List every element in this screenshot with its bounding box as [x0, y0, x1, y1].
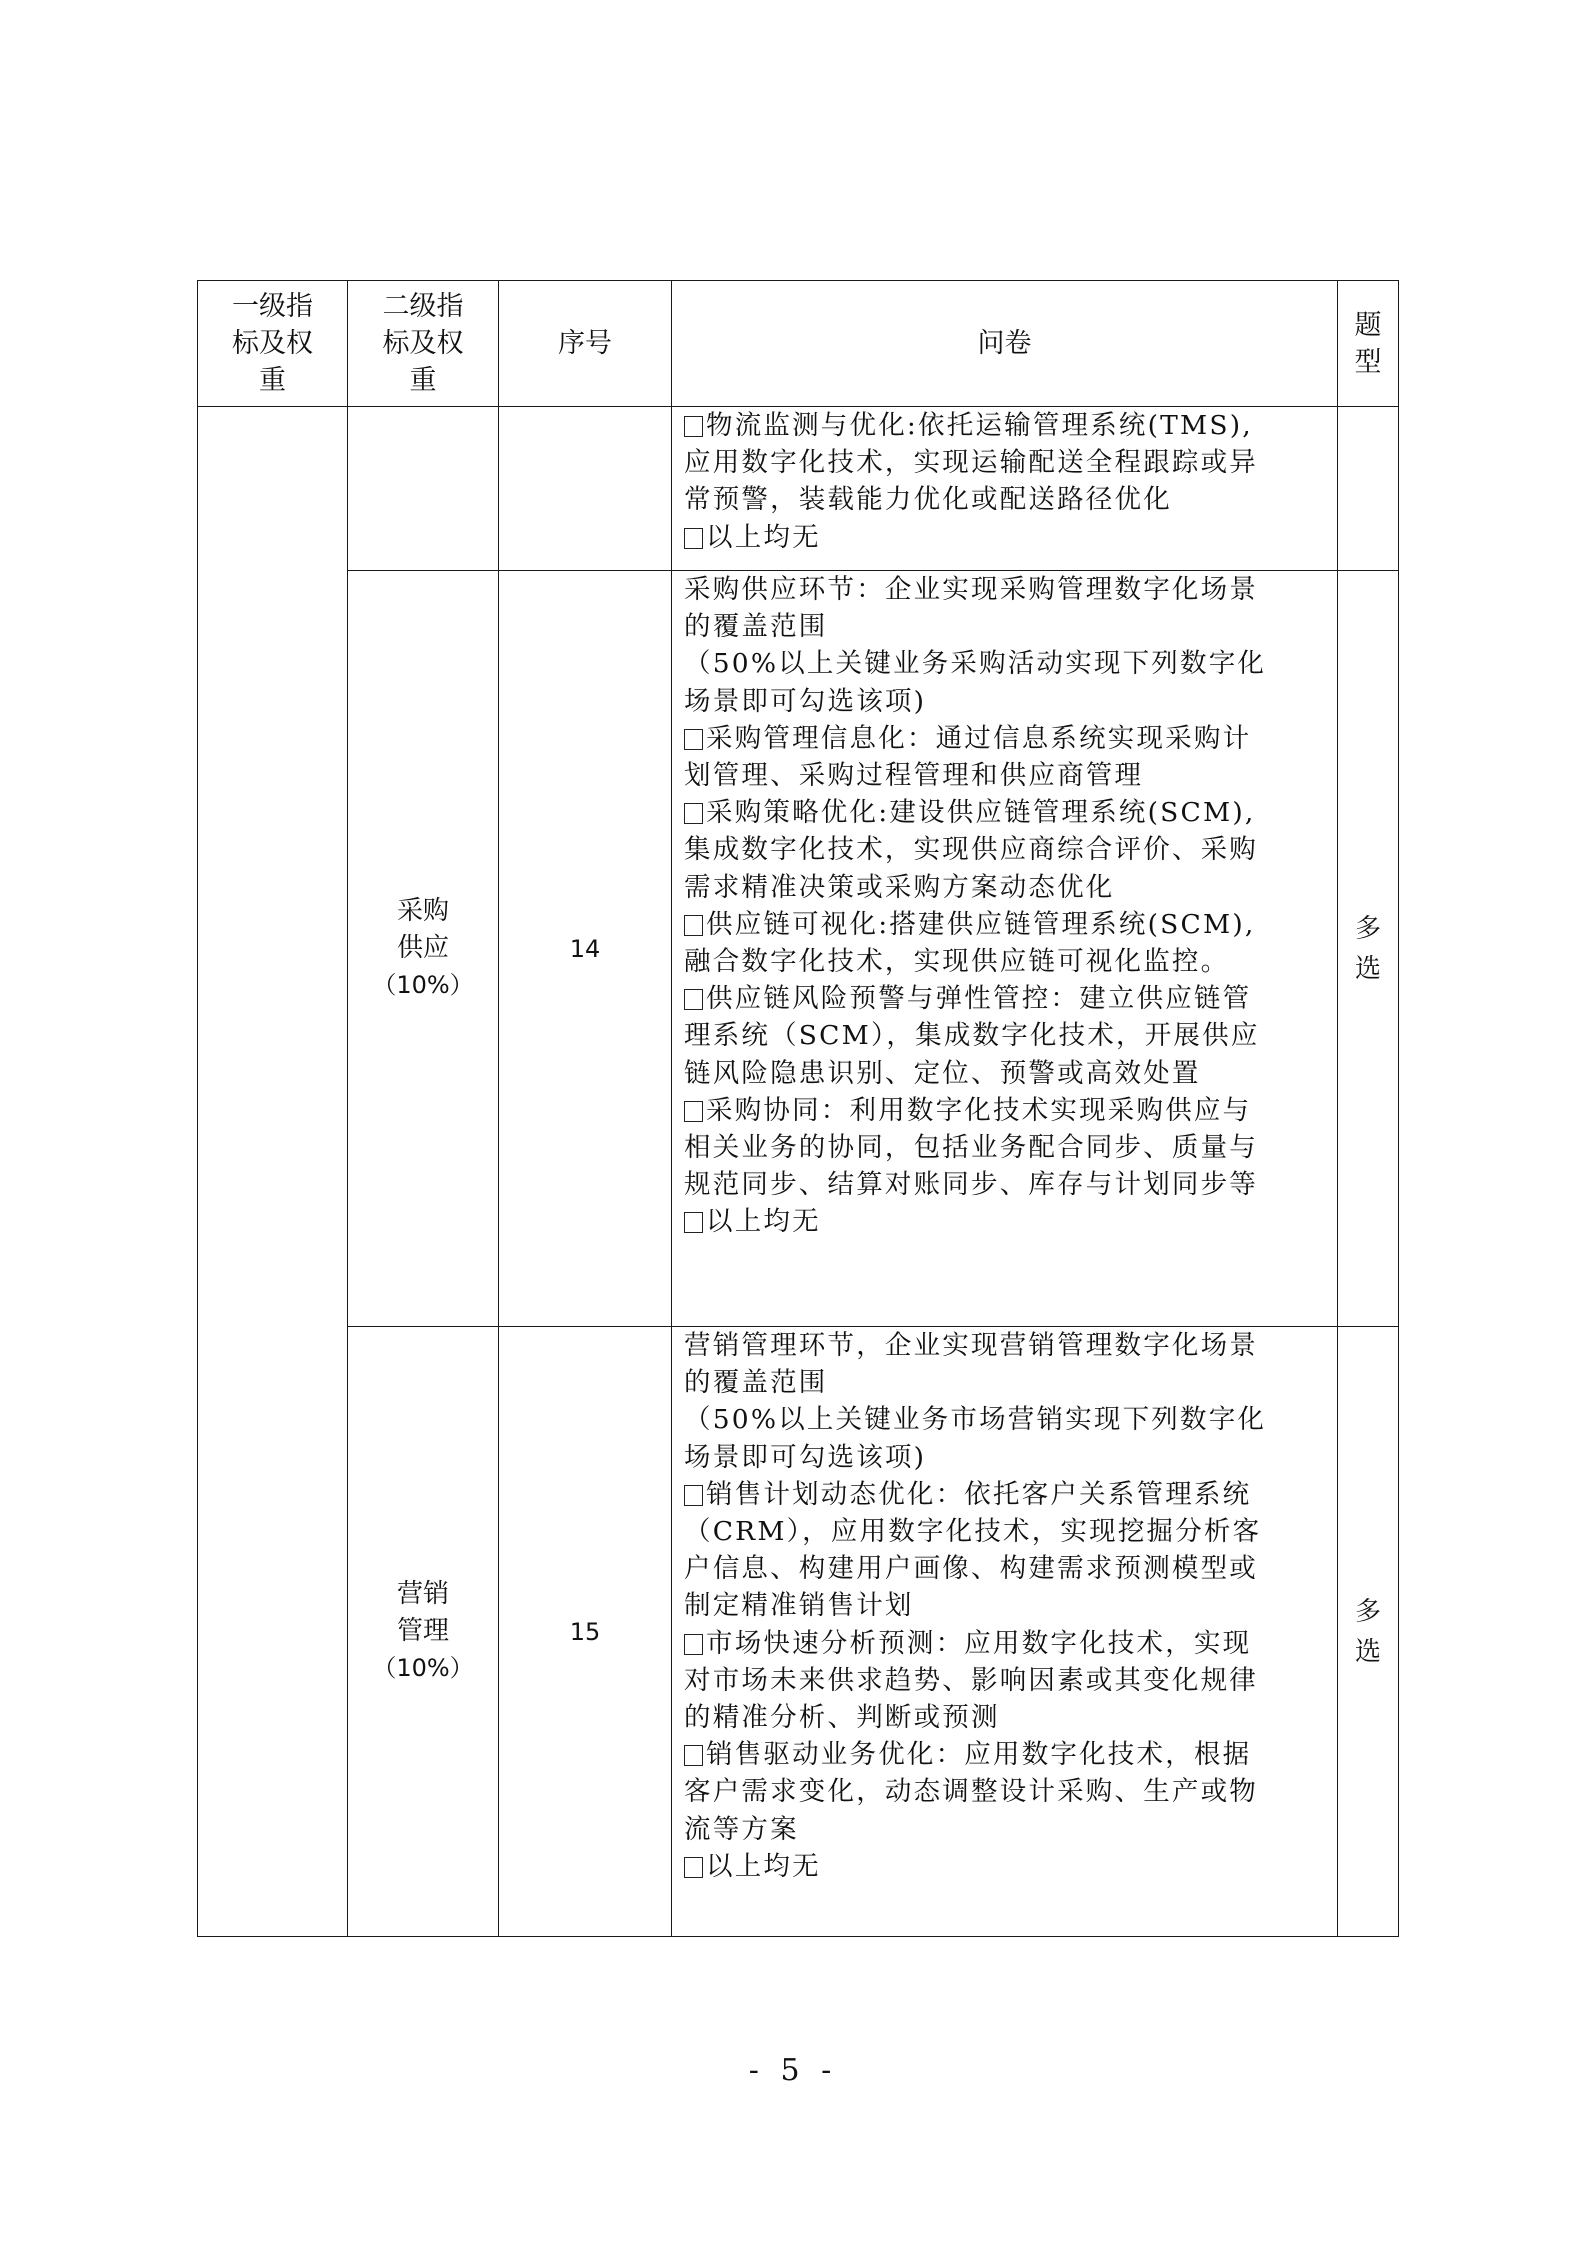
checkbox-icon[interactable]	[684, 1634, 703, 1655]
question-text-line	[684, 1439, 1325, 1476]
header-text: 重	[409, 365, 437, 396]
question-text: （50%以上关键业务采购活动实现下列数字化	[684, 648, 1267, 680]
question-text-line	[684, 444, 1325, 481]
table-row	[198, 571, 1399, 1327]
option-label: 采购策略优化:建设供应链管理系统(SCM),	[706, 797, 1256, 829]
level2-label: 营销	[396, 1579, 449, 1609]
level2-cell	[348, 407, 499, 571]
question-text-line	[684, 1662, 1325, 1699]
questionnaire-cell	[672, 571, 1338, 1327]
question-text-line	[684, 1773, 1325, 1810]
level2-weight: （10%）	[372, 971, 474, 999]
option-item[interactable]	[684, 1625, 1325, 1662]
option-item[interactable]	[684, 1092, 1325, 1129]
option-item[interactable]	[684, 1203, 1325, 1240]
header-seq: 序号	[499, 281, 672, 407]
checkbox-icon[interactable]	[684, 729, 703, 750]
option-label: 采购协同：利用数字化技术实现采购供应与	[706, 1094, 1252, 1126]
header-questionnaire: 问卷	[672, 281, 1338, 407]
option-label: 物流监测与优化:依托运输管理系统(TMS),	[706, 410, 1253, 441]
question-text: 划管理、采购过程管理和供应商管理	[684, 760, 1144, 792]
question-text: 客户需求变化，动态调整设计采购、生产或物	[684, 1776, 1258, 1808]
checkbox-icon[interactable]	[684, 416, 703, 437]
option-item[interactable]	[684, 720, 1325, 757]
header-text: 重	[259, 365, 286, 396]
checkbox-icon[interactable]	[684, 1101, 703, 1122]
question-text: 场景即可勾选该项)	[684, 1441, 927, 1473]
option-label: 以上均无	[706, 1206, 821, 1238]
option-label: 销售驱动业务优化：应用数字化技术，根据	[706, 1739, 1252, 1771]
option-item[interactable]	[684, 1476, 1325, 1513]
header-text: 题	[1354, 309, 1382, 341]
type-label: 多	[1354, 913, 1381, 944]
option-label: 供应链可视化:搭建供应链管理系统(SCM),	[706, 908, 1256, 940]
page-number: - 5 -	[748, 2053, 838, 2088]
option-item[interactable]	[684, 794, 1325, 831]
question-text: 规范同步、结算对账同步、库存与计划同步等	[684, 1169, 1258, 1201]
question-text: 链风险隐患识别、定位、预警或高效处置	[684, 1057, 1201, 1089]
header-text: 二级指	[382, 291, 464, 322]
question-text: 采购供应环节：企业实现采购管理数字化场景	[684, 574, 1258, 605]
option-item[interactable]	[684, 519, 1325, 556]
header-type	[1338, 281, 1399, 407]
type-cell	[1338, 407, 1399, 571]
question-text: 常预警，装载能力优化或配送路径优化	[684, 484, 1172, 516]
option-label: 市场快速分析预测：应用数字化技术，实现	[706, 1627, 1252, 1659]
question-text: 流等方案	[684, 1813, 799, 1845]
level2-cell	[348, 1327, 499, 1937]
option-label: 以上均无	[706, 521, 821, 553]
header-level1-indicator	[198, 281, 348, 407]
question-text-line	[684, 831, 1325, 868]
option-label: 以上均无	[706, 1850, 821, 1882]
indicator-table	[197, 280, 1399, 1937]
checkbox-icon[interactable]	[684, 1745, 703, 1766]
option-item[interactable]	[684, 407, 1325, 444]
question-text: 的覆盖范围	[684, 1367, 828, 1399]
checkbox-icon[interactable]	[684, 989, 703, 1010]
seq-cell: 14	[499, 571, 672, 1327]
type-label: 多	[1354, 1596, 1381, 1627]
type-cell	[1338, 571, 1399, 1327]
question-text-line	[684, 608, 1325, 645]
table-row	[198, 407, 1399, 571]
checkbox-icon[interactable]	[684, 1857, 703, 1878]
level2-label: 采购	[396, 896, 449, 926]
questionnaire-cell	[672, 407, 1338, 571]
option-label: 销售计划动态优化：依托客户关系管理系统	[706, 1478, 1252, 1510]
question-text-line	[684, 757, 1325, 794]
table-row	[198, 1327, 1399, 1937]
header-text: 标及权	[232, 328, 313, 359]
question-text: （50%以上关键业务市场营销实现下列数字化	[684, 1404, 1267, 1436]
checkbox-icon[interactable]	[684, 1212, 703, 1233]
question-text-line	[684, 1401, 1325, 1438]
option-item[interactable]	[684, 980, 1325, 1017]
question-text-line	[684, 571, 1325, 608]
option-item[interactable]	[684, 1848, 1325, 1885]
question-text-line	[684, 683, 1325, 720]
question-text-line	[684, 1699, 1325, 1736]
question-text: 场景即可勾选该项)	[684, 685, 927, 717]
question-text: 制定精准销售计划	[684, 1590, 914, 1622]
question-text: 集成数字化技术，实现供应商综合评价、采购	[684, 834, 1258, 866]
question-text: 相关业务的协同，包括业务配合同步、质量与	[684, 1132, 1258, 1164]
option-item[interactable]	[684, 906, 1325, 943]
option-item[interactable]	[684, 1736, 1325, 1773]
question-text: （CRM），应用数字化技术，实现挖掘分析客	[684, 1516, 1262, 1548]
seq-cell	[499, 407, 672, 571]
question-text-line	[684, 1017, 1325, 1054]
question-text: 户信息、构建用户画像、构建需求预测模型或	[684, 1553, 1258, 1585]
questionnaire-cell	[672, 1327, 1338, 1937]
checkbox-icon[interactable]	[684, 528, 703, 549]
question-text-line	[684, 869, 1325, 906]
question-text: 对市场未来供求趋势、影响因素或其变化规律	[684, 1664, 1258, 1696]
header-text: 型	[1354, 346, 1382, 378]
checkbox-icon[interactable]	[684, 803, 703, 824]
question-text: 应用数字化技术，实现运输配送全程跟踪或异	[684, 447, 1258, 479]
question-text-line	[684, 1166, 1325, 1203]
question-text: 需求精准决策或采购方案动态优化	[684, 871, 1115, 903]
type-label: 选	[1354, 1636, 1381, 1667]
level2-weight: （10%）	[372, 1654, 474, 1682]
question-text-line	[684, 481, 1325, 518]
question-text-line	[684, 943, 1325, 980]
question-text-line	[684, 1587, 1325, 1624]
checkbox-icon[interactable]	[684, 1485, 703, 1506]
question-text: 营销管理环节，企业实现营销管理数字化场景	[684, 1330, 1258, 1361]
header-level2-indicator	[348, 281, 499, 407]
question-text-line	[684, 645, 1325, 682]
checkbox-icon[interactable]	[684, 915, 703, 936]
seq-cell: 15	[499, 1327, 672, 1937]
question-text-line	[684, 1811, 1325, 1848]
question-text-line	[684, 1550, 1325, 1587]
level2-label: 管理	[396, 1616, 449, 1646]
question-text-line	[684, 1327, 1325, 1364]
question-text: 理系统（SCM），集成数字化技术，开展供应	[684, 1020, 1260, 1052]
question-text: 融合数字化技术，实现供应链可视化监控。	[684, 946, 1230, 978]
level2-cell	[348, 571, 499, 1327]
level2-label: 供应	[396, 933, 449, 963]
table-header-row	[198, 281, 1399, 407]
question-text-line	[684, 1129, 1325, 1166]
level1-cell	[198, 407, 348, 1937]
option-label: 供应链风险预警与弹性管控：建立供应链管	[706, 983, 1252, 1015]
question-text-line	[684, 1513, 1325, 1550]
header-text: 一级指	[232, 291, 313, 322]
header-text: 标及权	[382, 328, 464, 359]
type-cell	[1338, 1327, 1399, 1937]
question-text: 的精准分析、判断或预测	[684, 1702, 1000, 1734]
type-label: 选	[1354, 953, 1381, 984]
question-text-line	[684, 1055, 1325, 1092]
option-label: 采购管理信息化：通过信息系统实现采购计	[706, 722, 1252, 754]
question-text: 的覆盖范围	[684, 611, 828, 643]
question-text-line	[684, 1364, 1325, 1401]
